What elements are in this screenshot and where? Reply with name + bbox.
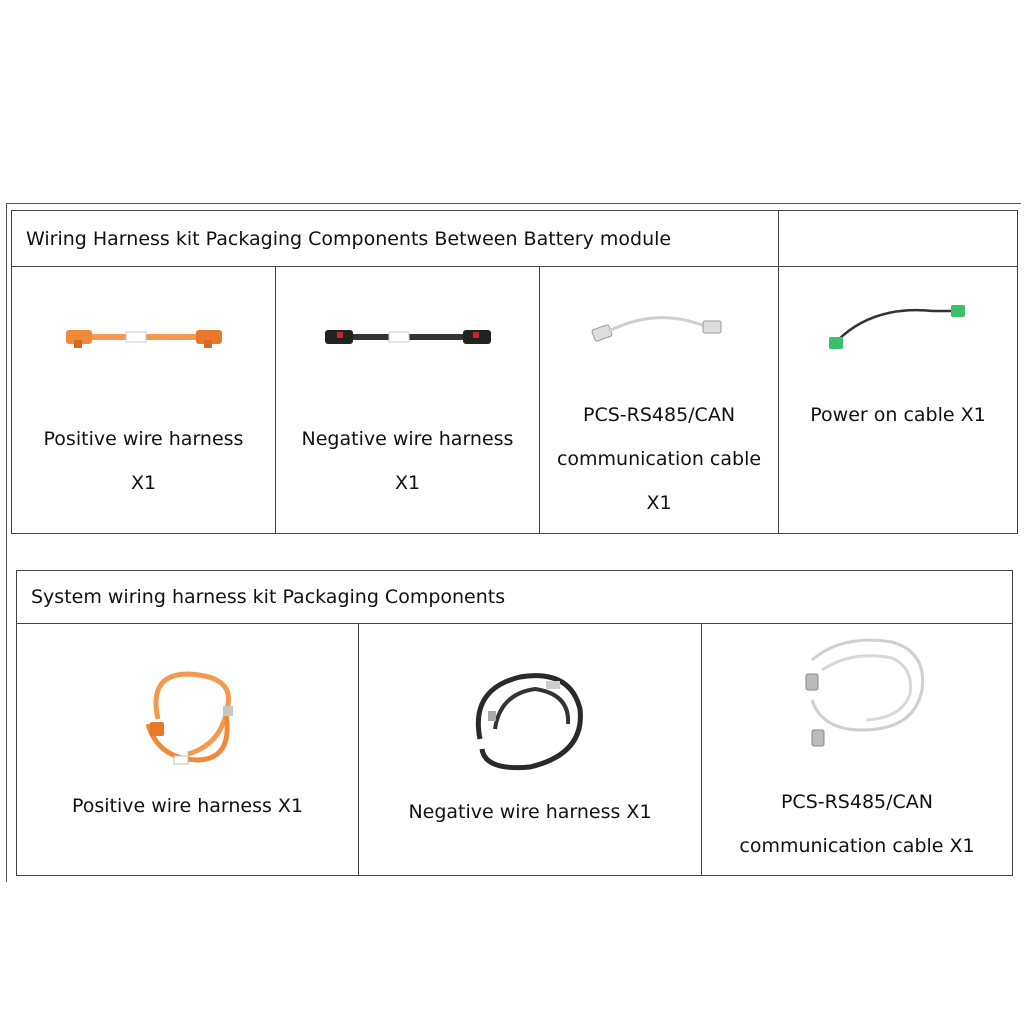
item-label-line1: Positive wire harness — [43, 428, 244, 450]
item-label-line2: X1 — [130, 472, 157, 494]
table1-header-empty-cell — [779, 211, 1018, 267]
table2-title: System wiring harness kit Packaging Components — [17, 571, 1013, 624]
table1-item-positive — [12, 267, 276, 534]
item-label-line1: PCS-RS485/CAN — [582, 404, 736, 426]
table1-title: Wiring Harness kit Packaging Components Between Battery module — [12, 211, 779, 267]
item-label-line1: Negative wire harness — [301, 428, 514, 450]
table2-item-comm-cable — [702, 624, 1013, 876]
grey-coiled-comm-cable-icon — [702, 630, 1012, 760]
table2-item-positive — [17, 624, 359, 876]
item-label-line1: Negative wire harness X1 — [408, 801, 652, 823]
orange-short-cable-icon — [12, 322, 275, 352]
item-label-line1: Positive wire harness X1 — [71, 795, 304, 817]
item-label-line2: X1 — [394, 472, 421, 494]
white-comm-cable-icon — [540, 307, 778, 347]
orange-coiled-cable-icon — [17, 664, 358, 774]
system-kit-table — [16, 570, 1013, 876]
item-label-line2: communication cable X1 — [739, 835, 975, 857]
table1-item-comm-cable — [540, 267, 779, 534]
black-coiled-cable-icon — [359, 659, 701, 779]
battery-module-kit-table — [11, 210, 1018, 534]
item-label-line1: PCS-RS485/CAN — [780, 791, 934, 813]
green-connector-cable-icon — [779, 297, 1017, 357]
item-label-line3: X1 — [646, 492, 672, 514]
black-short-cable-icon — [276, 322, 539, 352]
table1-item-power-on-cable — [779, 267, 1018, 534]
item-label-line2: communication cable — [556, 448, 762, 470]
item-label-line1: Power on cable X1 — [810, 404, 986, 426]
table2-item-negative — [359, 624, 702, 876]
table1-item-negative — [276, 267, 540, 534]
